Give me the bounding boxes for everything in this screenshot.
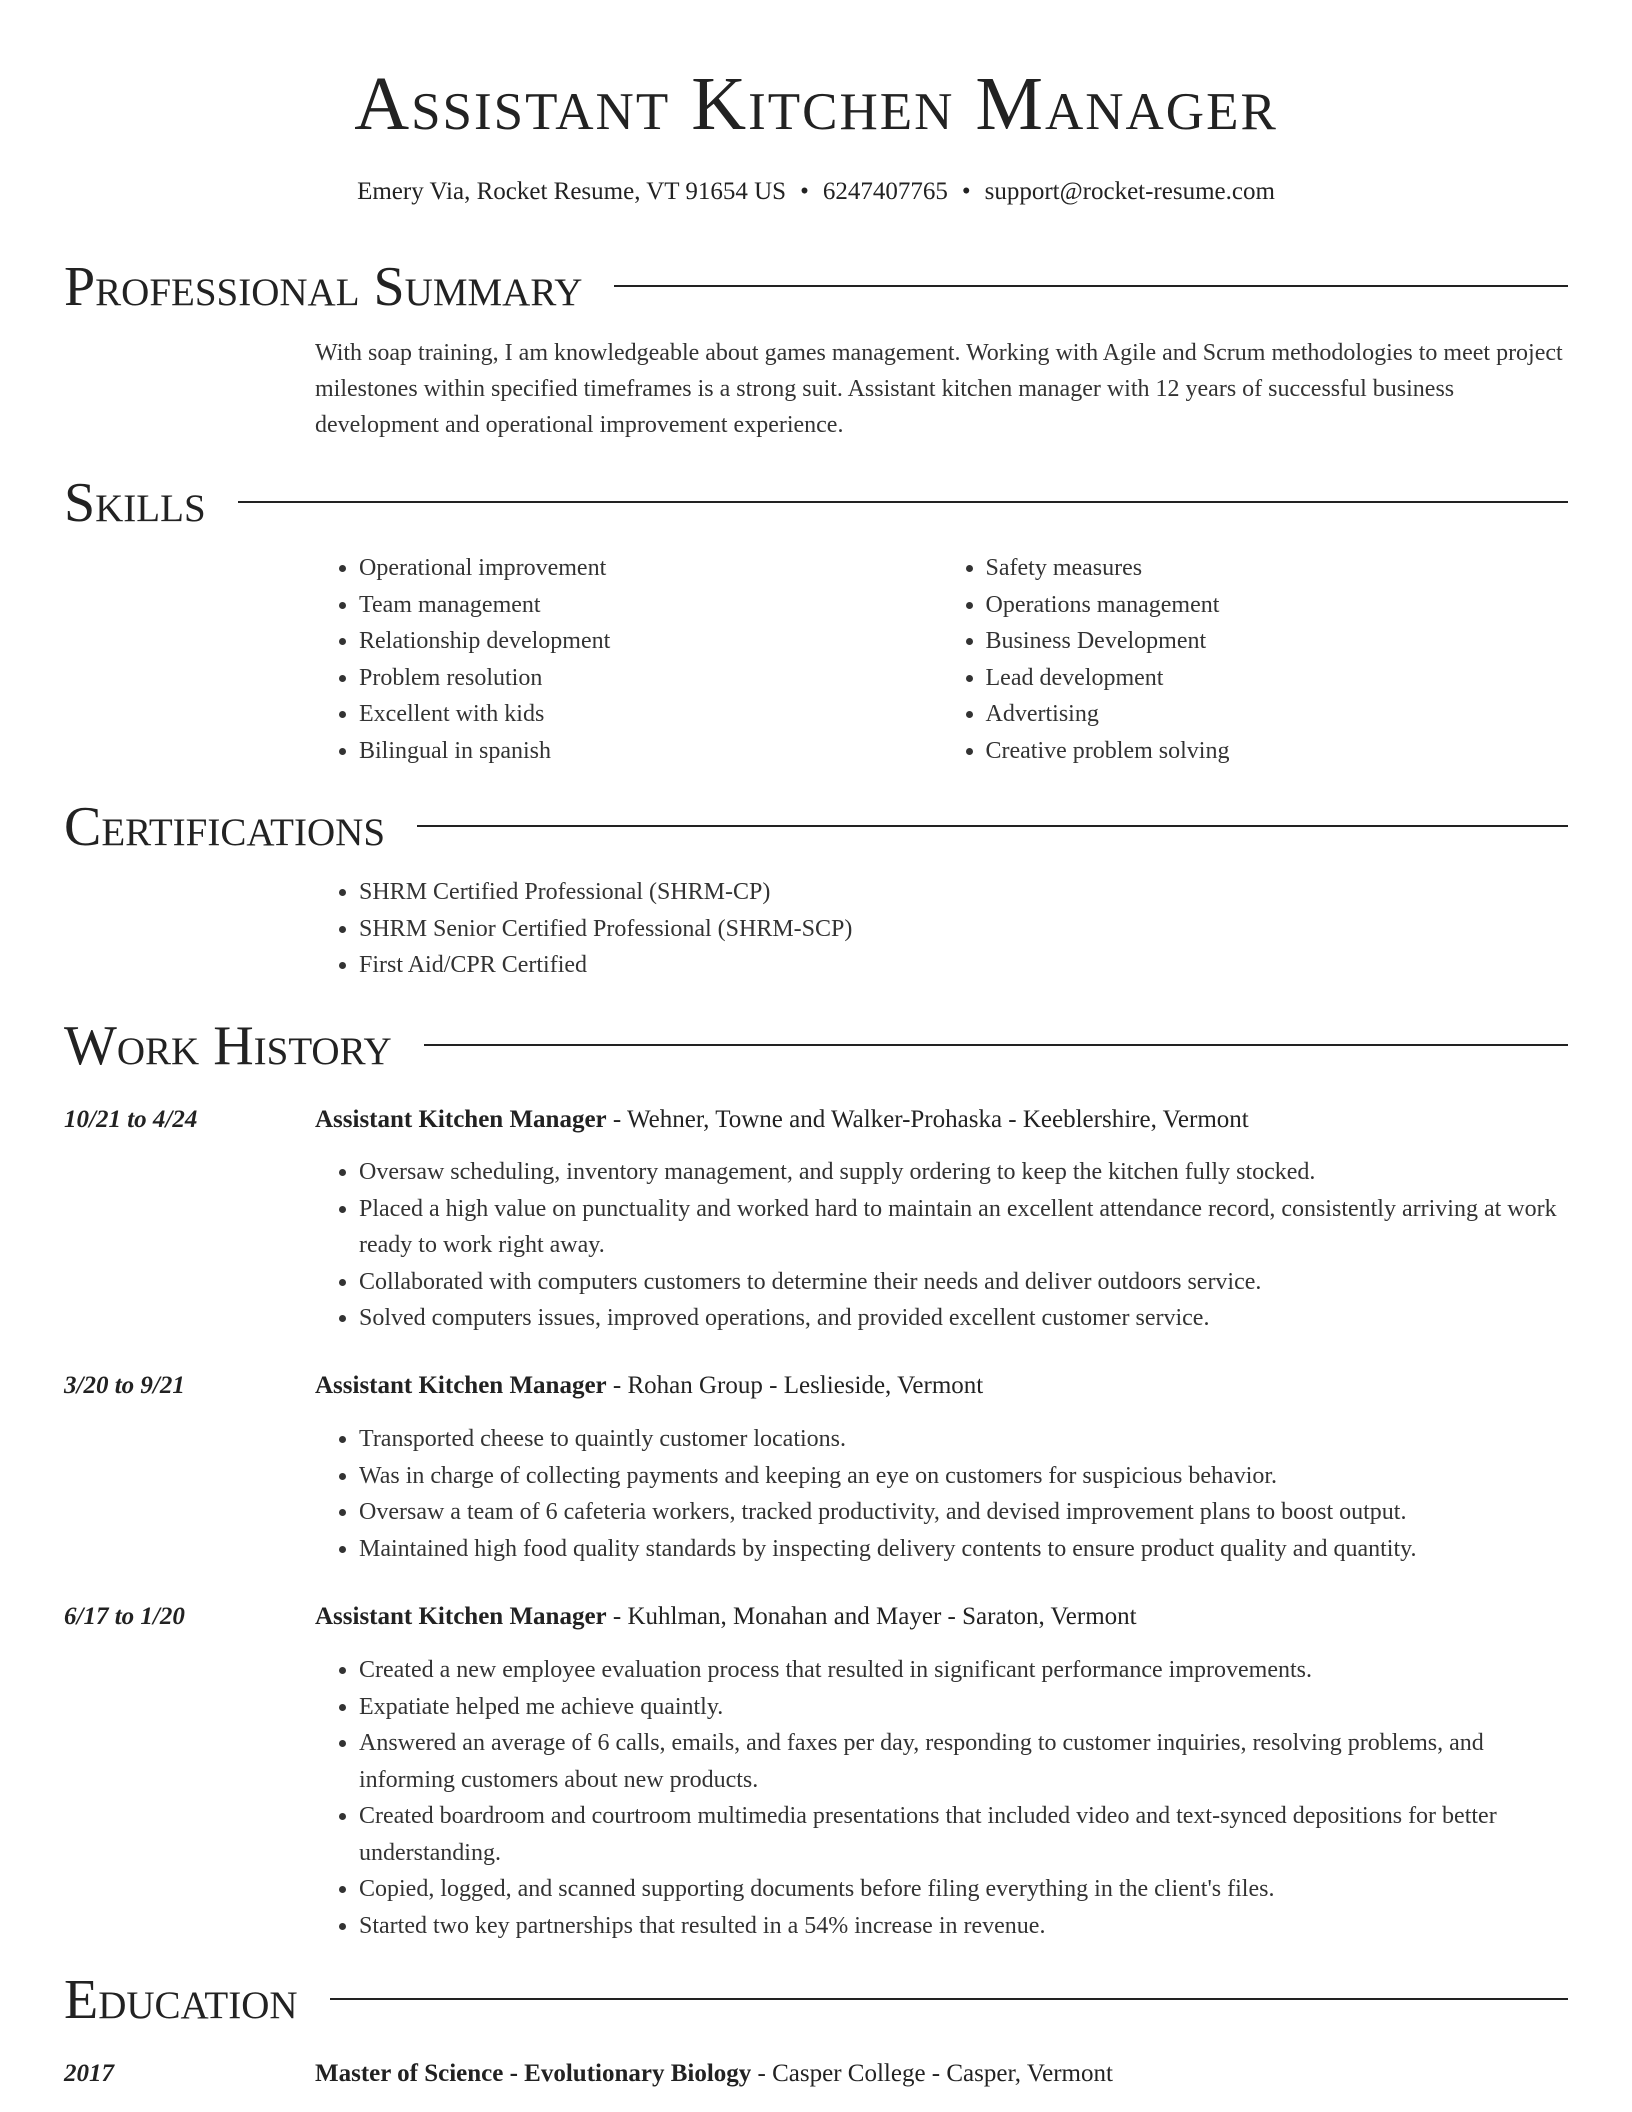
job-title-line (315, 1102, 1568, 1138)
skills-list-right (942, 550, 1569, 769)
job-details: - Wehner, Towne and Walker-Prohaska - Keeblershire, Vermont (606, 1106, 1249, 1133)
skill-item: • Bilingual in spanish (359, 733, 942, 770)
job-bullets-block (315, 1154, 1568, 1337)
job-bullet: • Started two key partnerships that resulted in a 54% increase in revenue. (359, 1908, 1568, 1945)
job-bullet: • Created boardroom and courtroom multimedia presentations that included video and text-synced depositions for better understanding. (359, 1798, 1568, 1871)
job-title: Assistant Kitchen Manager (315, 1372, 607, 1399)
job-bullet: • Oversaw scheduling, inventory management, and supply ordering to keep the kitchen fully stocked. (359, 1154, 1568, 1191)
section-rule (330, 1998, 1568, 2000)
section-work-header (64, 1014, 1568, 1078)
section-heading: Certifications (64, 796, 386, 858)
section-certifications-header (64, 795, 1568, 859)
contact-email: support@rocket-resume.com (984, 178, 1275, 205)
section-rule (614, 285, 1568, 287)
education-line (315, 2056, 1568, 2092)
job-title-line (315, 1599, 1568, 1635)
skill-item: • Operations management (986, 587, 1569, 624)
job-bullet: • Answered an average of 6 calls, emails, and faxes per day, responding to customer inquiries, resolving problems, and informing customers about new products. (359, 1725, 1568, 1798)
section-rule (424, 1044, 1568, 1046)
job-bullets (315, 1154, 1568, 1337)
job-bullets (315, 1421, 1568, 1567)
resume-name: Assistant Kitchen Manager (354, 62, 1278, 146)
section-rule (417, 825, 1568, 827)
job-bullet: • Was in charge of collecting payments and keeping an eye on customers for suspicious behavior. (359, 1458, 1568, 1495)
skill-item: • Creative problem solving (986, 733, 1569, 770)
job-bullet: • Collaborated with computers customers to determine their needs and deliver outdoors service. (359, 1264, 1568, 1301)
job-bullets (315, 1652, 1568, 1944)
skill-item: • Problem resolution (359, 660, 942, 697)
education-year: 2017 (64, 2060, 114, 2087)
skills-list-left (315, 550, 942, 769)
section-rule (238, 501, 1568, 503)
skills-block (315, 550, 1568, 769)
skill-item: • Excellent with kids (359, 696, 942, 733)
section-heading: Education (64, 1969, 298, 2031)
contact-separator: • (800, 178, 809, 205)
contact-phone: 6247407765 (822, 178, 948, 205)
section-education-header (64, 1968, 1568, 2032)
job-title: Assistant Kitchen Manager (315, 1106, 607, 1133)
section-heading: Work History (64, 1015, 392, 1077)
skill-item: • Lead development (986, 660, 1569, 697)
certifications-list (315, 874, 1568, 984)
job-bullet: • Solved computers issues, improved operations, and provided excellent customer service. (359, 1300, 1568, 1337)
job-bullet: • Maintained high food quality standards by inspecting delivery contents to ensure product quality and quantity. (359, 1531, 1568, 1568)
skill-item: • Team management (359, 587, 942, 624)
job-bullets-block (315, 1421, 1568, 1567)
education-degree: Master of Science - Evolutionary Biology (315, 2060, 752, 2087)
job-dates: 10/21 to 4/24 (64, 1106, 198, 1133)
summary-block (315, 335, 1568, 443)
section-heading: Skills (64, 472, 206, 534)
job-bullets-block (315, 1652, 1568, 1944)
contact-line (0, 174, 1632, 210)
education-details: - Casper College - Casper, Vermont (751, 2060, 1113, 2087)
section-heading: Professional Summary (64, 256, 583, 318)
job-bullet: • Expatiate helped me achieve quaintly. (359, 1689, 1568, 1726)
job-details: - Kuhlman, Monahan and Mayer - Saraton, Vermont (606, 1603, 1137, 1630)
job-bullet: • Placed a high value on punctuality and worked hard to maintain an excellent attendance record, consistently arriving at work ready to work right away. (359, 1191, 1568, 1264)
job-bullet: • Created a new employee evaluation process that resulted in significant performance improvements. (359, 1652, 1568, 1689)
job-bullet: • Copied, logged, and scanned supporting documents before filing everything in the client's files. (359, 1871, 1568, 1908)
job-details: - Rohan Group - Leslieside, Vermont (606, 1372, 984, 1399)
job-title-line (315, 1368, 1568, 1404)
summary-text: With soap training, I am knowledgeable about games management. Working with Agile and Scrum methodologies to meet project milestones within specified timeframes is a strong suit. Assistant kitchen manager with 12 years of successful business development and operational improvement experience. (315, 340, 1563, 438)
contact-separator: • (961, 178, 971, 205)
contact-address: Emery Via, Rocket Resume, VT 91654 US (357, 178, 787, 205)
skill-item: • Relationship development (359, 623, 942, 660)
skill-item: • Safety measures (986, 550, 1569, 587)
certification-item: • First Aid/CPR Certified (359, 947, 1568, 984)
skill-item: • Business Development (986, 623, 1569, 660)
skill-item: • Advertising (986, 696, 1569, 733)
skill-item: • Operational improvement (359, 550, 942, 587)
job-dates: 6/17 to 1/20 (64, 1603, 185, 1630)
job-dates: 3/20 to 9/21 (64, 1372, 185, 1399)
job-bullet: • Oversaw a team of 6 cafeteria workers, tracked productivity, and devised improvement plans to boost output. (359, 1494, 1568, 1531)
section-skills-header (64, 471, 1568, 535)
certification-item: • SHRM Certified Professional (SHRM-CP) (359, 874, 1568, 911)
job-title: Assistant Kitchen Manager (315, 1603, 607, 1630)
section-summary-header (64, 255, 1568, 319)
certification-item: • SHRM Senior Certified Professional (SHRM-SCP) (359, 911, 1568, 948)
certifications-block (315, 874, 1568, 984)
job-bullet: • Transported cheese to quaintly customer locations. (359, 1421, 1568, 1458)
